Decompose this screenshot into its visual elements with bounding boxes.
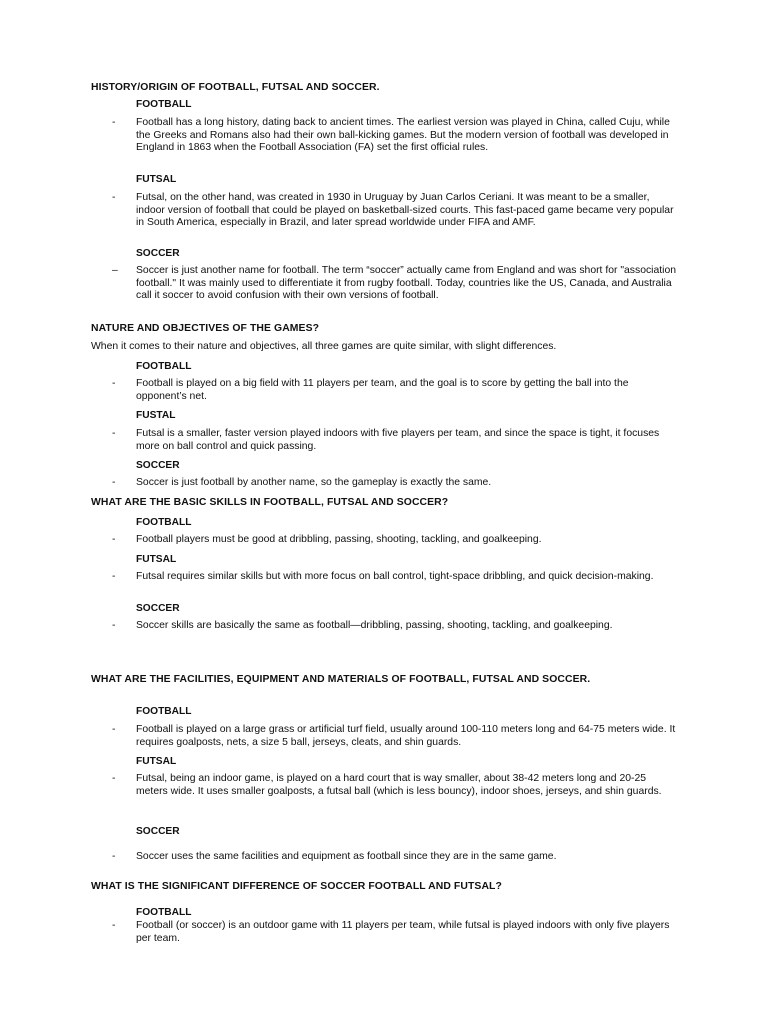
paragraph-football-difference: Football (or soccer) is an outdoor game with 11 players per team, while futsal is played indoors with only five players per team. — [136, 920, 670, 944]
paragraph-soccer-nature: Soccer is just football by another name, so the gameplay is exactly the same. — [136, 477, 492, 488]
bullet-dash: - — [112, 477, 116, 488]
paragraph-futsal-skills: Futsal requires similar skills but with more focus on ball control, tight-space dribbling, and quick decision-making. — [136, 571, 654, 582]
paragraph-futsal-facilities: Futsal, being an indoor game, is played on a hard court that is way smaller, about 38-42 meters long and 20-25 meters wide. It uses smaller goalposts, a futsal ball (which is less bouncy), indoor shoes, jerseys, and shin guards. — [136, 773, 662, 797]
section-heading-difference: WHAT IS THE SIGNIFICANT DIFFERENCE OF SOCCER FOOTBALL AND FUTSAL? — [91, 881, 502, 892]
subheading-football: FOOTBALL — [136, 706, 192, 717]
section-heading-skills: WHAT ARE THE BASIC SKILLS IN FOOTBALL, FUTSAL AND SOCCER? — [91, 497, 449, 508]
subheading-football: FOOTBALL — [136, 517, 192, 528]
paragraph-football-history: Football has a long history, dating back to ancient times. The earliest version was played in China, called Cuju, while the Greeks and Romans also had their own ball-kicking games. But the modern version of football was developed in England in 1863 when the Football Association (FA) set the first official rules. — [136, 117, 670, 154]
subheading-futsal: FUTSAL — [136, 756, 177, 767]
paragraph-soccer-history: Soccer is just another name for football. The term “soccer” actually came from England and was short for "association football." It was mainly used to differentiate it from rugby football. Today, countries like the US, Canada, and Australia call it soccer to avoid confusion with their own versions of football. — [136, 265, 677, 302]
subheading-futsal: FUTSAL — [136, 554, 177, 565]
subheading-soccer: SOCCER — [136, 603, 180, 614]
bullet-dash: - — [112, 378, 116, 389]
section-heading-history: HISTORY/ORIGIN OF FOOTBALL, FUTSAL AND SOCCER. — [91, 82, 380, 93]
section-heading-nature: NATURE AND OBJECTIVES OF THE GAMES? — [91, 323, 320, 334]
paragraph-soccer-facilities: Soccer uses the same facilities and equipment as football since they are in the same game. — [136, 851, 557, 862]
bullet-dash: - — [112, 192, 116, 203]
intro-paragraph: When it comes to their nature and objectives, all three games are quite similar, with slight differences. — [91, 341, 557, 352]
subheading-soccer: SOCCER — [136, 248, 180, 259]
bullet-dash: - — [112, 724, 116, 735]
bullet-dash: - — [112, 773, 116, 784]
bullet-dash: - — [112, 428, 116, 439]
bullet-dash: - — [112, 117, 116, 128]
section-heading-facilities: WHAT ARE THE FACILITIES, EQUIPMENT AND MATERIALS OF FOOTBALL, FUTSAL AND SOCCER. — [91, 674, 591, 685]
subheading-futsal: FUTSAL — [136, 174, 177, 185]
subheading-fustal: FUSTAL — [136, 410, 176, 421]
bullet-dash: - — [112, 920, 116, 931]
paragraph-football-skills: Football players must be good at dribbling, passing, shooting, tackling, and goalkeeping. — [136, 534, 542, 545]
bullet-dash: - — [112, 571, 116, 582]
subheading-soccer: SOCCER — [136, 826, 180, 837]
subheading-football: FOOTBALL — [136, 907, 192, 918]
subheading-soccer: SOCCER — [136, 460, 180, 471]
bullet-dash: – — [112, 265, 118, 276]
bullet-dash: - — [112, 534, 116, 545]
bullet-dash: - — [112, 851, 116, 862]
bullet-dash: - — [112, 620, 116, 631]
paragraph-futsal-history: Futsal, on the other hand, was created in 1930 in Uruguay by Juan Carlos Ceriani. It was meant to be a smaller, indoor version of football that could be played on basketball-sized courts. This fast-paced game became very popular in South America, especially in Brazil, and later spread worldwide under FIFA and AMF. — [136, 192, 674, 229]
paragraph-soccer-skills: Soccer skills are basically the same as football—dribbling, passing, shooting, tackling, and goalkeeping. — [136, 620, 613, 631]
paragraph-futsal-nature: Futsal is a smaller, faster version played indoors with five players per team, and since the space is tight, it focuses more on ball control and quick passing. — [136, 428, 660, 452]
paragraph-football-nature: Football is played on a big field with 11 players per team, and the goal is to score by getting the ball into the opponent’s net. — [136, 378, 629, 402]
paragraph-football-facilities: Football is played on a large grass or artificial turf field, usually around 100-110 meters long and 64-75 meters wide. It requires goalposts, nets, a size 5 ball, jerseys, cleats, and shin guards. — [136, 724, 676, 748]
subheading-football: FOOTBALL — [136, 99, 192, 110]
subheading-football: FOOTBALL — [136, 361, 192, 372]
